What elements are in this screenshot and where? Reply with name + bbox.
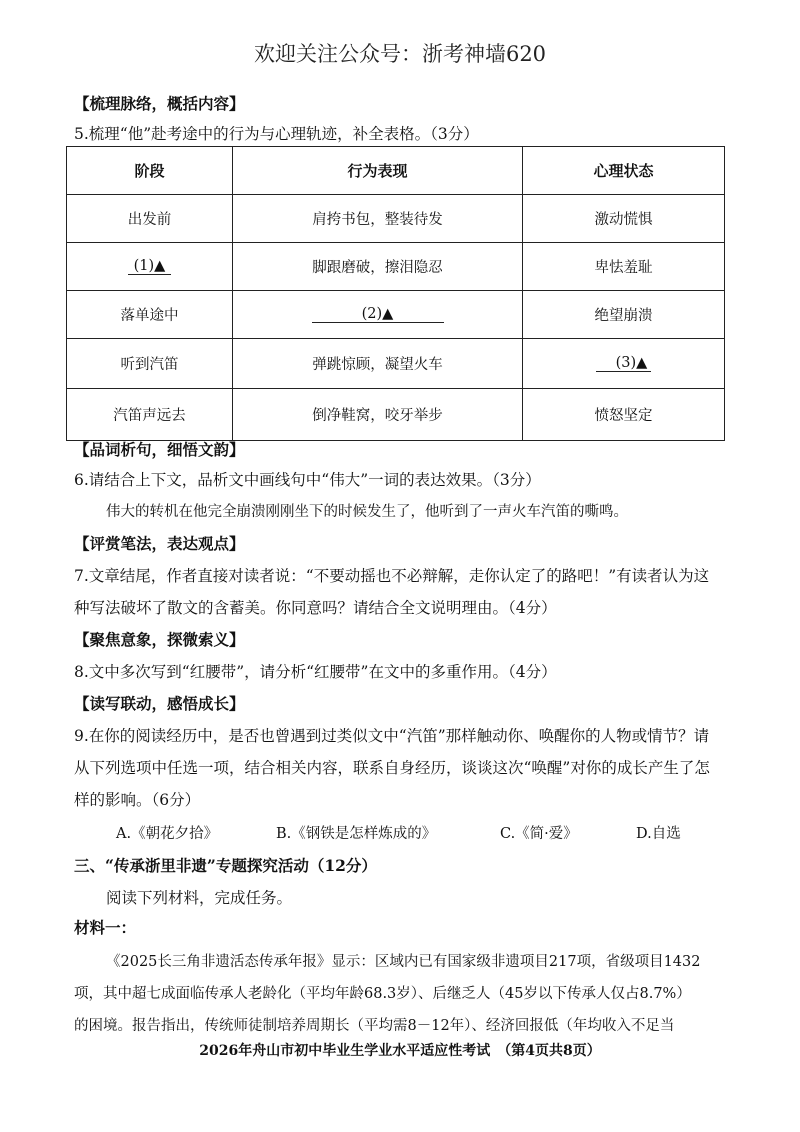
blank-3: (3)▲ — [596, 355, 652, 372]
option-d: D.自选 — [636, 826, 681, 842]
section-heading-2: 【品词析句，细悟文韵】 — [74, 440, 245, 459]
table-cell: 倒净鞋窝，咬牙举步 — [233, 389, 523, 441]
material-1-line-3: 的困境。报告指出，传统师徒制培养周期长（平均需8－12年）、经济回报低（年均收入不足当 — [74, 1018, 675, 1034]
blank-2: (2)▲ — [312, 306, 444, 323]
material-1-line-1: 《2025长三角非遗活态传承年报》显示：区域内已有国家级非遗项目217项，省级项目1432 — [106, 954, 701, 970]
table-row — [67, 195, 725, 243]
page-footer: 2026年舟山市初中毕业生学业水平适应性考试 （第4页共8页） — [199, 1043, 601, 1059]
part-3-heading: 三、“传承浙里非遗”专题探究活动（12分） — [74, 856, 377, 875]
table-header-cell: 阶段 — [67, 147, 233, 195]
page-header: 欢迎关注公众号：浙考神墙620 — [253, 42, 547, 66]
table-cell: 卑怯羞耻 — [523, 243, 725, 291]
question-9-line-3: 样的影响。（6分） — [74, 791, 201, 809]
question-7-line-1: 7.文章结尾，作者直接对读者说：“不要动摇也不必辩解，走你认定了的路吧！”有读者认为这 — [74, 567, 710, 585]
section-heading-4: 【聚焦意象，探微索义】 — [74, 630, 245, 649]
table-cell: 脚跟磨破，擦泪隐忍 — [233, 243, 523, 291]
table-row — [67, 339, 725, 389]
option-b: B.《钢铁是怎样炼成的》 — [276, 826, 437, 842]
behavior-psychology-table — [66, 146, 725, 441]
section-heading-5: 【读写联动，感悟成长】 — [74, 694, 245, 713]
table-header-row — [67, 147, 725, 195]
table-cell — [233, 291, 523, 339]
question-9-line-1: 9.在你的阅读经历中，是否也曾遇到过类似文中“汽笛”那样触动你、唤醒你的人物或情节？请 — [74, 727, 710, 745]
table-row — [67, 243, 725, 291]
question-9-line-2: 从下列选项中任选一项，结合相关内容，联系自身经历，谈谈这次“唤醒”对你的成长产生了怎 — [74, 759, 710, 777]
material-1-label: 材料一： — [74, 918, 137, 937]
section-heading-1: 【梳理脉络，概括内容】 — [74, 94, 245, 113]
blank-1: (1)▲ — [128, 258, 172, 275]
instruction: 阅读下列材料，完成任务。 — [106, 889, 293, 907]
table-header-cell: 心理状态 — [523, 147, 725, 195]
table-cell: 出发前 — [67, 195, 233, 243]
table-cell — [523, 339, 725, 389]
option-c: C.《简·爱》 — [500, 826, 578, 842]
table-cell: 绝望崩溃 — [523, 291, 725, 339]
underlined-sentence-quote: 伟大的转机在他完全崩溃刚刚坐下的时候发生了，他听到了一声火车汽笛的嘶鸣。 — [106, 504, 628, 520]
table-cell: 愤怒坚定 — [523, 389, 725, 441]
question-7-line-2: 种写法破坏了散文的含蓄美。你同意吗？请结合全文说明理由。（4分） — [74, 599, 557, 617]
table-cell: 弹跳惊顾，凝望火车 — [233, 339, 523, 389]
table-cell: 激动慌惧 — [523, 195, 725, 243]
table-row — [67, 389, 725, 441]
table-cell: 汽笛声远去 — [67, 389, 233, 441]
table-header-cell: 行为表现 — [233, 147, 523, 195]
table-cell: 落单途中 — [67, 291, 233, 339]
question-6: 6.请结合上下文，品析文中画线句中“伟大”一词的表达效果。（3分） — [74, 471, 541, 489]
table-row — [67, 291, 725, 339]
table-cell: 肩挎书包，整装待发 — [233, 195, 523, 243]
question-5: 5.梳理“他”赴考途中的行为与心理轨迹，补全表格。（3分） — [74, 125, 479, 143]
material-1-line-2: 项，其中超七成面临传承人老龄化（平均年龄68.3岁）、后继乏人（45岁以下传承人仅占8.7%） — [74, 986, 691, 1002]
table-cell — [67, 243, 233, 291]
table-cell: 听到汽笛 — [67, 339, 233, 389]
option-a: A.《朝花夕拾》 — [116, 826, 219, 842]
question-8: 8.文中多次写到“红腰带”，请分析“红腰带”在文中的多重作用。（4分） — [74, 663, 557, 681]
section-heading-3: 【评赏笔法，表达观点】 — [74, 534, 245, 553]
